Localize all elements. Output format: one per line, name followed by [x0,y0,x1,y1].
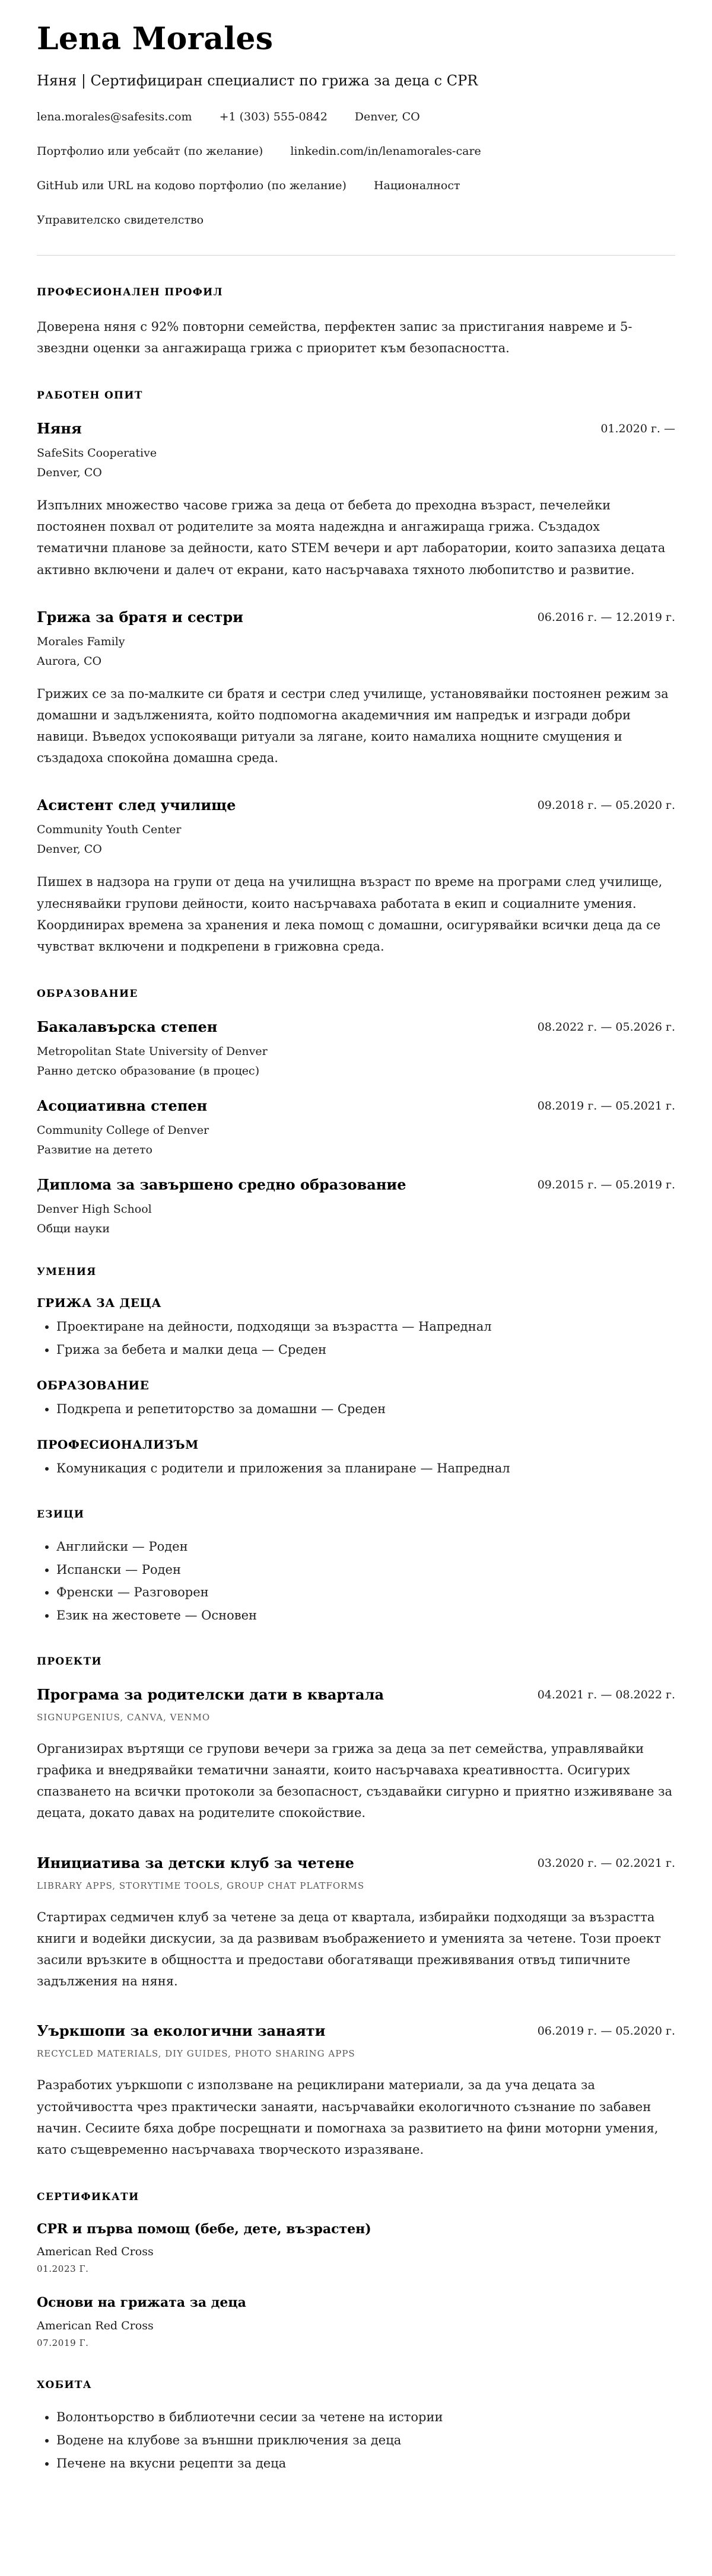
resume-header [37,21,675,227]
entry-header [37,608,675,626]
section-heading-skills: УМЕНИЯ [37,1266,97,1279]
section-education [37,988,675,1236]
linkedin-value: linkedin.com/in/lenamorales-care [290,144,481,158]
certificate-issuer: American Red Cross [37,2245,154,2259]
field-of-study: Ранно детско образование (в процес) [37,1064,260,1078]
project-entry [37,1854,675,1992]
job-location: Denver, CO [37,843,102,856]
field-of-study: Развитие на детето [37,1143,152,1157]
job-title: Няня [37,420,82,438]
job-title: Асистент след училище [37,796,236,814]
project-description: Стартирах седмичен клуб за четене за деца от квартала, избирайки подходящи за възрастта книги и водейки дискусии, за да развивам въображението и уменията за четене. Този проект засили връзките в общността и предостави обогатяващи преживявания отвъд типичните задължения на няня. [37,1909,661,1989]
profile-text: Доверена няня с 92% повторни семейства, перфектен запис за пристигания навреме и 5-звездни оценки за ангажираща грижа с приоритет към безопасността. [37,319,632,355]
education-entry [37,1096,675,1156]
certificate-issuer: American Red Cross [37,2319,154,2333]
entry-header [37,419,675,438]
job-company: SafeSits Cooperative [37,447,157,460]
school-name: Community College of Denver [37,1124,209,1137]
field-of-study: Общи науки [37,1222,110,1236]
certificate-name: Основи на грижата за деца [37,2295,246,2311]
degree-dates: 08.2019 г. — 05.2021 г. [537,1099,675,1113]
experience-entry [37,419,675,581]
contact-row [37,145,675,158]
section-profile [37,286,675,359]
job-title: Грижа за братя и сестри [37,608,243,626]
certificate-entry [37,2294,675,2348]
job-location: Denver, CO [37,466,102,480]
contact-row [37,110,675,123]
section-heading-languages: ЕЗИЦИ [37,1508,85,1520]
project-title: Уъркшопи за екологични занаяти [37,2022,326,2040]
section-projects [37,1656,675,2160]
education-entry [37,1175,675,1235]
section-heading-education: ОБРАЗОВАНИЕ [37,987,138,1000]
language-item: • Френски — Разговорен [56,1584,675,1602]
project-entry [37,1685,675,1824]
degree-title: Бакалавърска степен [37,1018,218,1035]
email-value: lena.morales@safesits.com [37,110,192,123]
project-dates: 03.2020 г. — 02.2021 г. [537,1856,675,1870]
skill-item: • Проектиране на дейности, подходящи за възрастта — Напреднал [56,1318,675,1336]
section-hobbies [37,2379,675,2472]
section-experience [37,390,675,957]
entry-header [37,1018,675,1036]
section-languages [37,1509,675,1625]
certificate-date: 01.2023 Г. [37,2263,89,2275]
section-heading-profile: ПРОФЕСИОНАЛЕН ПРОФИЛ [37,286,223,298]
certificate-name: CPR и първа помощ (бебе, дете, възрастен) [37,2221,371,2237]
github-placeholder: GitHub или URL на кодово портфолио (по желание) [37,178,347,192]
skill-group [37,1437,675,1478]
degree-title: Диплома за завършено средно образование [37,1176,406,1194]
language-item: • Английски — Роден [56,1538,675,1556]
hobby-list [37,2409,675,2472]
header-divider [37,255,675,256]
project-dates: 04.2021 г. — 08.2022 г. [537,1688,675,1701]
hobby-item: • Водене на клубове за външни приключения за деца [56,2432,675,2450]
job-description: Пишех в надзора на групи от деца на училищна възраст по време на програми след училище, улеснявайки групови дейности, които насърчаваха работата в екип и социалните умения. Координирах времена за хранения и лека помощ с домашни, осигурявайки всички деца да се чувстват включени и подкрепени в грижовна среда. [37,875,663,954]
degree-dates: 08.2022 г. — 05.2026 г. [537,1020,675,1034]
job-dates: 09.2018 г. — 05.2020 г. [537,799,675,812]
job-dates: 06.2016 г. — 12.2019 г. [537,610,675,624]
project-title: Програма за родителски дати в квартала [37,1685,384,1703]
skill-group-name: ОБРАЗОВАНИЕ [37,1378,150,1393]
language-item: • Испански — Роден [56,1561,675,1579]
project-dates: 06.2019 г. — 05.2020 г. [537,2025,675,2038]
skill-group-name: ГРИЖА ЗА ДЕЦА [37,1296,162,1311]
section-skills [37,1266,675,1477]
skill-item: • Комуникация с родители и приложения за планиране — Напреднал [56,1460,675,1478]
entry-header [37,1854,675,1872]
job-dates: 01.2020 г. — [600,422,675,436]
experience-entry [37,796,675,957]
entry-header [37,1096,675,1115]
skill-list [37,1460,675,1478]
project-tools: SIGNUPGENIUS, CANVA, VENMO [37,1712,211,1723]
entry-header [37,1175,675,1194]
skill-group-name: ПРОФЕСИОНАЛИЗЪМ [37,1437,199,1452]
project-description: Разработих уъркшопи с използване на рециклирани материали, за да уча децата за устойчивостта чрез практически занаяти, насърчавайки екологичното съзнание по забавен начин. Сесиите бяха добре посрещнати и помогнаха за развитието на фини моторни умения, като същевременно насърчаваха творческото изразяване. [37,2078,659,2157]
job-description: Грижих се за по-малките си братя и сестри след училище, установявайки постоянен режим за домашни и задълженията, който подпомогна академичния им напредък и изгради добри навици. Въведох успокояващи ритуали за лягане, които намалиха нощните смущения и създадоха спокойна домашна среда. [37,686,669,766]
certificate-entry [37,2221,675,2275]
skill-group [37,1378,675,1418]
skill-list [37,1401,675,1418]
hobby-item: • Волонтьорство в библиотечни сесии за четене на истории [56,2409,675,2427]
project-tools: LIBRARY APPS, STORYTIME TOOLS, GROUP CHAT PLATFORMS [37,1880,365,1891]
school-name: Denver High School [37,1203,152,1216]
contact-info [37,110,675,227]
entry-header [37,796,675,814]
language-list [37,1538,675,1625]
education-entry [37,1018,675,1077]
section-heading-certificates: СЕРТИФИКАТИ [37,2191,139,2203]
project-title: Инициатива за детски клуб за четене [37,1854,354,1872]
skill-list [37,1318,675,1359]
job-company: Morales Family [37,635,125,648]
person-job-title: Няня | Сертифициран специалист по грижа за деца с CPR [37,72,478,89]
portfolio-placeholder: Портфолио или уебсайт (по желание) [37,144,263,158]
degree-title: Асоциативна степен [37,1097,208,1115]
section-heading-projects: ПРОЕКТИ [37,1655,102,1668]
project-description: Организирах въртящи се групови вечери за грижа за деца за пет семейства, управлявайки графика и внедрявайки тематични занаяти, които насърчаваха креативността. Осигурих спазването на всички протоколи за безопасност, създавайки сигурно и приятно изживяване за децата, докато давах на родителите спокойствие. [37,1742,673,1821]
language-item: • Език на жестовете — Основен [56,1607,675,1625]
job-company: Community Youth Center [37,823,182,837]
job-location: Aurora, CO [37,654,102,668]
hobby-item: • Печене на вкусни рецепти за деца [56,2455,675,2473]
skill-group [37,1296,675,1359]
section-heading-experience: РАБОТЕН ОПИТ [37,390,143,402]
nationality-placeholder: Националност [373,178,460,192]
school-name: Metropolitan State University of Denver [37,1045,268,1059]
contact-row [37,179,675,192]
project-tools: RECYCLED MATERIALS, DIY GUIDES, PHOTO SHARING APPS [37,2048,355,2059]
project-entry [37,2022,675,2160]
phone-value: +1 (303) 555-0842 [219,110,328,123]
job-description: Изпълних множество часове грижа за деца от бебета до преходна възраст, печелейки постоянен похвал от родителите за моята надеждна и ангажираща грижа. Създадох тематични планове за дейности, като STEM вечери и арт лаборатории, които запазиха децата активно включени и далеч от екрани, като насърчаваха тяхното любопитство и развитие. [37,498,666,577]
drivers-license-placeholder: Управителско свидетелство [37,213,204,227]
section-certificates [37,2191,675,2348]
entry-header [37,1685,675,1704]
skill-item: • Грижа за бебета и малки деца — Среден [56,1341,675,1359]
person-name: Lena Morales [37,21,274,57]
contact-row [37,213,675,227]
experience-entry [37,608,675,769]
degree-dates: 09.2015 г. — 05.2019 г. [537,1178,675,1192]
location-value: Denver, CO [354,110,420,123]
certificate-date: 07.2019 Г. [37,2338,89,2349]
skill-item: • Подкрепа и репетиторство за домашни — Среден [56,1401,675,1418]
entry-header [37,2022,675,2040]
section-heading-hobbies: ХОБИТА [37,2379,92,2392]
